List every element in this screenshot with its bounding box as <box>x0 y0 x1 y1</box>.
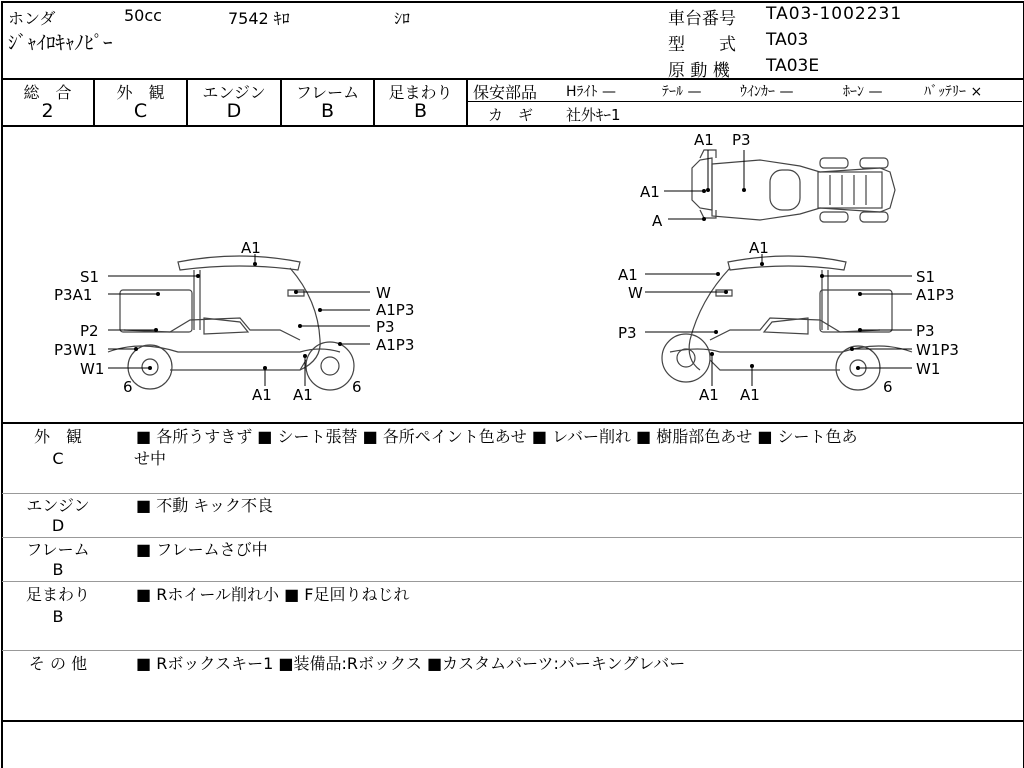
section-engine-grade: D <box>51 516 65 535</box>
label-left-a1-roof: A1 <box>241 239 261 257</box>
label-right-a1-front: A1 <box>699 386 719 404</box>
frame-grade: B <box>320 100 335 122</box>
label-right-w: W <box>628 284 643 302</box>
right-view-leaders <box>645 254 912 386</box>
section-engine-label: エンジン <box>26 496 90 515</box>
label-top-a1-left: A1 <box>640 183 660 201</box>
section-suspension-label: 足まわり <box>25 585 90 604</box>
type-value: TA03 <box>766 30 809 50</box>
mileage: 7542 ｷﾛ <box>228 9 290 28</box>
safety-item-winker: ｳｲﾝｶｰ — <box>740 84 794 100</box>
suspension-grade-label: 足まわり <box>388 83 453 102</box>
section-frame-label: フレーム <box>26 540 90 559</box>
label-left-s1: S1 <box>80 268 100 286</box>
engine-label: 原 動 機 <box>668 61 730 81</box>
exterior-label: 外 観 <box>116 83 165 102</box>
label-right-p3-rear: P3 <box>916 322 935 340</box>
safety-item-headlight: Hﾗｲﾄ — <box>566 84 616 100</box>
label-left-6-front: 6 <box>352 378 362 396</box>
label-left-p2: P2 <box>80 322 99 340</box>
engine-grade: D <box>226 100 242 122</box>
color: ｼﾛ <box>394 9 411 28</box>
label-left-p3: P3 <box>376 318 395 336</box>
right-view-points <box>710 262 862 370</box>
engine-value: TA03E <box>766 56 820 76</box>
left-view-leaders <box>108 254 370 386</box>
label-left-a1p3-lower: A1P3 <box>376 336 415 354</box>
label-left-a1-front: A1 <box>293 386 313 404</box>
section-exterior-grade: C <box>52 449 64 468</box>
label-right-a1-roof: A1 <box>749 239 769 257</box>
section-frame-text: ■ フレームさび中 <box>136 540 268 559</box>
maker: ホンダ <box>8 9 56 28</box>
scooter-top-view-drawing <box>692 150 895 222</box>
label-right-s1: S1 <box>916 268 936 286</box>
safety-label: 保安部品 <box>473 83 538 102</box>
label-left-p3a1: P3A1 <box>54 286 93 304</box>
suspension-grade: B <box>413 100 428 122</box>
safety-item-battery: ﾊﾞｯﾃﾘｰ × <box>924 84 983 100</box>
engine-grade-label: エンジン <box>202 83 266 102</box>
section-engine-text: ■ 不動 キック不良 <box>136 496 273 515</box>
top-view-points <box>702 188 746 221</box>
label-right-a1-under: A1 <box>740 386 760 404</box>
label-top-a1: A1 <box>694 131 714 149</box>
section-other-label: そ の 他 <box>28 654 88 673</box>
key-label: カ ギ <box>488 106 534 124</box>
safety-item-horn: ﾎｰﾝ — <box>843 84 883 100</box>
exterior-grade: C <box>133 100 148 122</box>
type-label: 型 式 <box>668 35 736 55</box>
label-top-a: A <box>652 212 663 230</box>
label-left-w1: W1 <box>80 360 105 378</box>
label-left-a1p3-upper: A1P3 <box>376 301 415 319</box>
label-right-w1: W1 <box>916 360 941 378</box>
label-right-6: 6 <box>883 378 893 396</box>
section-other-text: ■ Rボックスキー1 ■装備品:Rボックス ■カスタムパーツ:パーキングレバー <box>136 654 686 673</box>
section-exterior-label: 外 観 <box>33 427 82 446</box>
label-right-w1p3: W1P3 <box>916 341 959 359</box>
label-top-p3: P3 <box>732 131 751 149</box>
safety-item-tail: ﾃｰﾙ — <box>662 84 702 100</box>
model-name: ｼﾞｬｲﾛｷｬﾉﾋﾟｰ <box>8 32 113 54</box>
section-frame-grade: B <box>52 560 64 579</box>
section-suspension-grade: B <box>52 607 64 626</box>
label-left-w: W <box>376 284 391 302</box>
label-right-a1-pillar: A1 <box>618 266 638 284</box>
left-view-points <box>134 262 342 370</box>
overall-label: 総 合 <box>23 83 72 102</box>
key-value: 社外ｷｰ1 <box>566 106 621 124</box>
displacement: 50cc <box>124 6 162 25</box>
frame-no: TA03-1002231 <box>766 4 903 24</box>
label-right-a1p3: A1P3 <box>916 286 955 304</box>
overall-grade: 2 <box>41 100 54 122</box>
frame-grade-label: フレーム <box>295 83 360 102</box>
label-left-a1-under: A1 <box>252 386 272 404</box>
label-right-p3-front: P3 <box>618 324 637 342</box>
section-exterior-text: ■ 各所うすきず ■ シート張替 ■ 各所ペイント色あせ ■ レバー削れ ■ 樹脂部色あせ ■ シート色あ <box>136 427 858 446</box>
frame-no-label: 車台番号 <box>668 9 736 29</box>
damage-diagram <box>0 126 1024 422</box>
section-suspension-text: ■ Rホイール削れ小 ■ F足回りねじれ <box>136 585 410 604</box>
label-left-6-rear: 6 <box>123 378 133 396</box>
section-exterior-text-cont: せ中 <box>134 449 167 468</box>
label-left-p3w1: P3W1 <box>54 341 97 359</box>
